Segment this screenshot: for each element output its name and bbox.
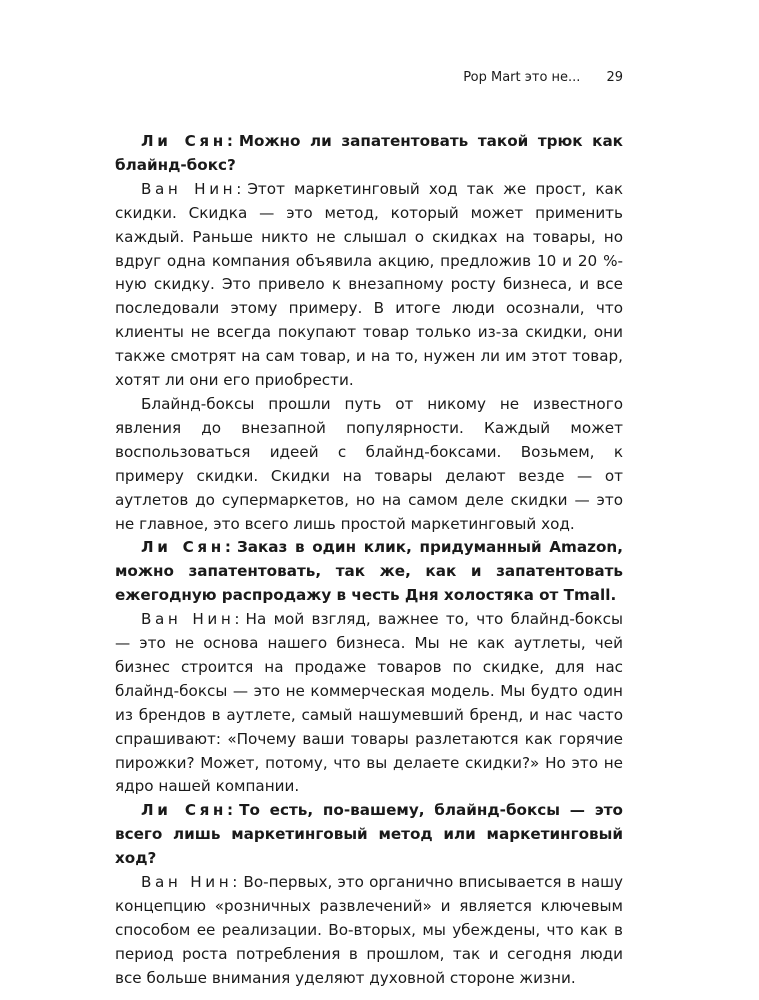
answer-text: На мой взгляд, важнее то, что блайнд-боксы — это не основа нашего бизнеса. Мы не как аутлеты, чей бизнес строится на продаже товаров по скидке, для нас блайнд-боксы — это не коммерческая модель. Мы будто один из брендов в аутлете, самый нашумевший бренд, и нас часто спрашивают: «Почему ваши товары разлетаются как горячие пирожки? Может, потому, что вы делаете скидки?» Но это не ядро нашей компании.: [115, 610, 623, 796]
answer-text: Этот маркетинговый ход так же прост, как скидки. Скидка — это метод, который может применить каждый. Раньше никто не слышал о скидках на товары, но вдруг одна компания объявила акцию, предложив 10 и 20 %-ную скидку. Это привело к внезапному росту бизнеса, и все последовали этому примеру. В итоге люди осознали, что клиенты не всегда покупают товар только из-за скидки, они также смотрят на сам товар, и на то, нужен ли им этот товар, хотят ли они его приобрести.: [115, 179, 623, 390]
speaker-name: Ван Нин: [141, 610, 235, 629]
answer-paragraph: Ван Нин: Во-первых, это органично вписывается в нашу концепцию «розничных развлечений» и является ключевым способом ее реализации. Во-вторых, мы убеждены, что как в период роста потребления в прошлом, так и сегодня люди все больше внимания уделяют духовной стороне жизни.: [115, 873, 624, 987]
body-text: [115, 130, 623, 991]
speaker-name: Ли Сян: [141, 132, 227, 150]
speaker-name: Ван Нин: [141, 873, 233, 892]
speaker-name: Ли Сян: [141, 538, 225, 557]
page-number: 29: [606, 70, 623, 85]
question-text: То есть, по-вашему, блайнд-боксы — это всего лишь маркетинговый метод или маркетинговый ход?: [115, 801, 623, 868]
plain-paragraph: Блайнд-боксы прошли путь от никому не известного явления до внезапной популярности. Каждый может воспользоваться идеей с блайнд-боксами. Возьмем, к примеру скидки. Скидки на товары делают везде — от аутлетов до супермаркетов, но на самом деле скидки — это не главное, это всего лишь простой маркетинговый ход.: [115, 394, 623, 533]
speaker-name: Ли Сян: [141, 801, 228, 820]
question-paragraph: Ли Сян: То есть, по-вашему, блайнд-боксы — это всего лишь маркетинговый метод или маркетинговый ход?: [115, 801, 623, 868]
question-paragraph: Ли Сян: Заказ в один клик, придуманный Amazon, можно запатентовать, так же, как и запатентовать ежегодную распродажу в честь Дня холостяка от Tmall.: [115, 538, 623, 605]
question-text: Заказ в один клик, придуманный Amazon, можно запатентовать, так же, как и запатентовать ежегодную распродажу в честь Дня холостяка от Tmall.: [115, 538, 623, 605]
speaker-name: Ван Нин: [141, 179, 237, 198]
answer-paragraph: Ван Нин: На мой взгляд, важнее то, что блайнд-боксы — это не основа нашего бизнеса. Мы не как аутлеты, чей бизнес строится на продаже товаров по скидке, для нас блайнд-боксы — это не коммерческая модель. Мы будто один из брендов в аутлете, самый нашумевший бренд, и нас часто спрашивают: «Почему ваши товары разлетаются как горячие пирожки? Может, потому, что вы делаете скидки?» Но это не ядро нашей компании.: [115, 610, 623, 796]
question-paragraph: Ли Сян: Можно ли запатентовать такой трюк как блайнд-бокс?: [115, 132, 623, 174]
answer-paragraph: Ван Нин: Этот маркетинговый ход так же прост, как скидки. Скидка — это метод, который может применить каждый. Раньше никто не слышал о скидках на товары, но вдруг одна компания объявила акцию, предложив 10 и 20 %-ную скидку. Это привело к внезапному росту бизнеса, и все последовали этому примеру. В итоге люди осознали, что клиенты не всегда покупают товар только из-за скидки, они также смотрят на сам товар, и на то, нужен ли им этот товар, хотят ли они его приобрести.: [115, 179, 623, 390]
running-header: [463, 70, 623, 85]
answer-text: Во-первых, это органично вписывается в нашу концепцию «розничных развлечений» и является ключевым способом ее реализации. Во-вторых, мы убеждены, что как в период роста потребления в прошлом, так и сегодня люди все больше внимания уделяют духовной стороне жизни.: [115, 873, 624, 987]
question-text: Можно ли запатентовать такой трюк как блайнд-бокс?: [115, 132, 623, 174]
running-title: Pop Mart это не...: [463, 70, 581, 85]
